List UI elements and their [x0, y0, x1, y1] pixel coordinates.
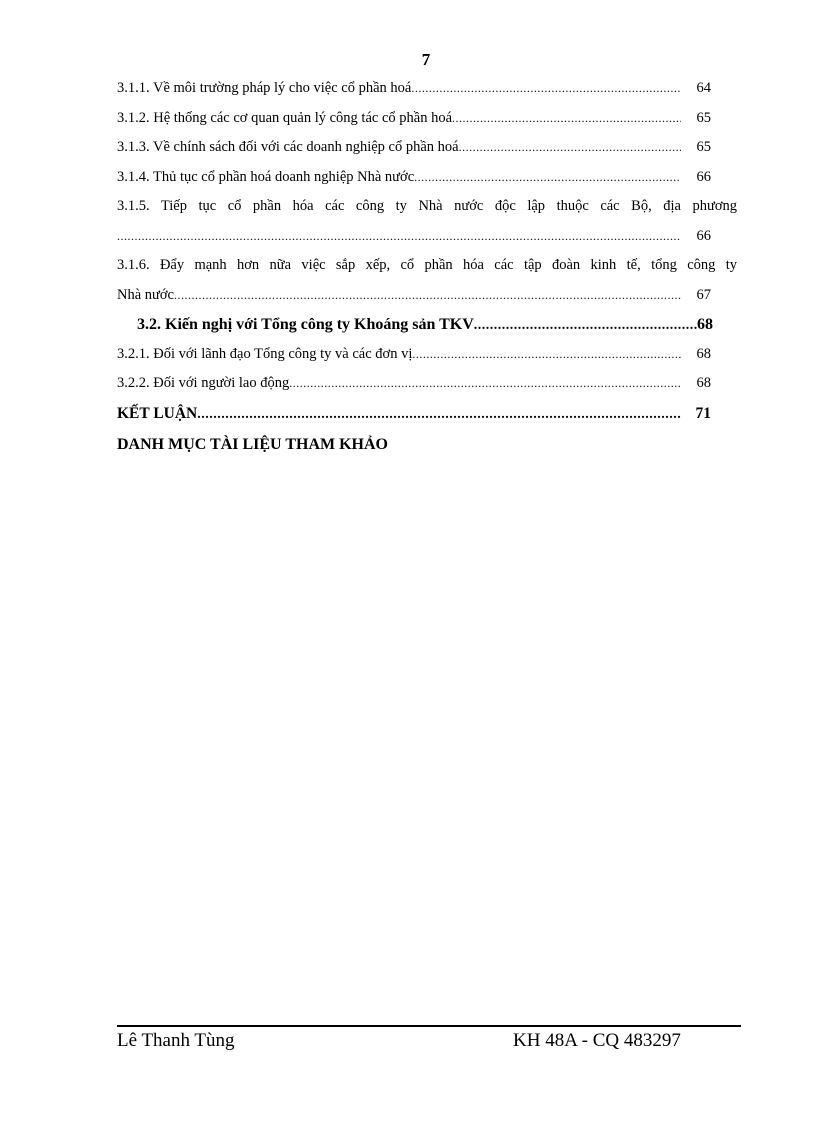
- toc-entry-label: DANH MỤC TÀI LIỆU THAM KHẢO: [117, 436, 388, 453]
- toc-entry-page: 64: [696, 80, 711, 96]
- toc-entry-label-cont: Nhà nước: [117, 286, 174, 303]
- toc-entry-page: 71: [695, 404, 711, 422]
- toc-entry[interactable]: [117, 104, 711, 134]
- toc-leader-dots: [197, 400, 681, 430]
- toc-entry-page: 66: [696, 227, 711, 244]
- toc-entry-page: 65: [696, 109, 711, 126]
- footer-divider: [117, 1025, 741, 1027]
- toc-entry[interactable]: [117, 133, 711, 163]
- toc-entry[interactable]: [117, 163, 711, 193]
- toc-entry-label: 3.1.3. Về chính sách đối với các doanh nghiệp cổ phần hoá: [117, 139, 459, 155]
- toc-leader-dots: [117, 222, 681, 252]
- toc-entry-page: 68: [696, 345, 711, 362]
- footer-author: Lê Thanh Tùng: [117, 1030, 235, 1051]
- toc-entry-line2[interactable]: [117, 281, 711, 311]
- toc-entry-label: 3.1.6. Đẩy mạnh hơn nữa việc sắp xếp, cổ phần hóa các tập đoàn kinh tế, tổng công ty: [117, 257, 737, 273]
- toc-entry-page: 68: [696, 375, 711, 391]
- toc-entry-label: 3.2.1. Đối với lãnh đạo Tổng công ty và các đơn vị: [117, 345, 413, 362]
- toc-conclusion-entry[interactable]: [117, 399, 711, 429]
- toc-leader-dots: [414, 163, 681, 193]
- toc-entry-line1[interactable]: [117, 251, 737, 281]
- toc-leader-dots: [459, 133, 681, 163]
- toc-section-entry[interactable]: [117, 310, 713, 340]
- toc-leader-dots: [474, 311, 697, 341]
- toc-leader-dots: [174, 281, 681, 311]
- toc-entry-label: 3.2. Kiến nghị với Tổng công ty Khoáng sản TKV: [137, 316, 474, 333]
- toc-entry-label: 3.1.2. Hệ thống các cơ quan quản lý công tác cổ phần hoá: [117, 109, 453, 126]
- toc-leader-dots: [412, 340, 681, 370]
- toc-entry-page: 65: [696, 139, 711, 155]
- toc-entry-line2[interactable]: [117, 222, 711, 252]
- toc-entry-page: 66: [696, 168, 711, 185]
- toc-references-entry[interactable]: [117, 428, 711, 461]
- toc-entry-page: 68: [697, 316, 713, 333]
- toc-entry[interactable]: [117, 340, 711, 370]
- toc-entry[interactable]: [117, 369, 711, 399]
- page-number: 7: [421, 50, 431, 69]
- toc-entry-page: 67: [696, 286, 711, 303]
- toc-leader-dots: [411, 74, 681, 104]
- footer-student-code: KH 48A - CQ 483297: [513, 1030, 681, 1051]
- toc-entry-label: 3.1.4. Thủ tục cổ phần hoá doanh nghiệp Nhà nước: [117, 168, 415, 185]
- toc-leader-dots: [289, 369, 681, 399]
- toc-entry-label: 3.2.2. Đối với người lao động: [117, 375, 290, 391]
- table-of-contents: [117, 74, 737, 461]
- toc-entry-label: 3.1.1. Về môi trường pháp lý cho việc cổ phần hoá: [117, 80, 412, 96]
- toc-entry-label: 3.1.5. Tiếp tục cổ phần hóa các công ty Nhà nước độc lập thuộc các Bộ, địa phương: [117, 198, 737, 214]
- toc-entry[interactable]: [117, 74, 711, 104]
- toc-leader-dots: [452, 104, 681, 134]
- toc-entry-label: KẾT LUẬN: [117, 404, 198, 422]
- toc-entry-line1[interactable]: [117, 192, 737, 222]
